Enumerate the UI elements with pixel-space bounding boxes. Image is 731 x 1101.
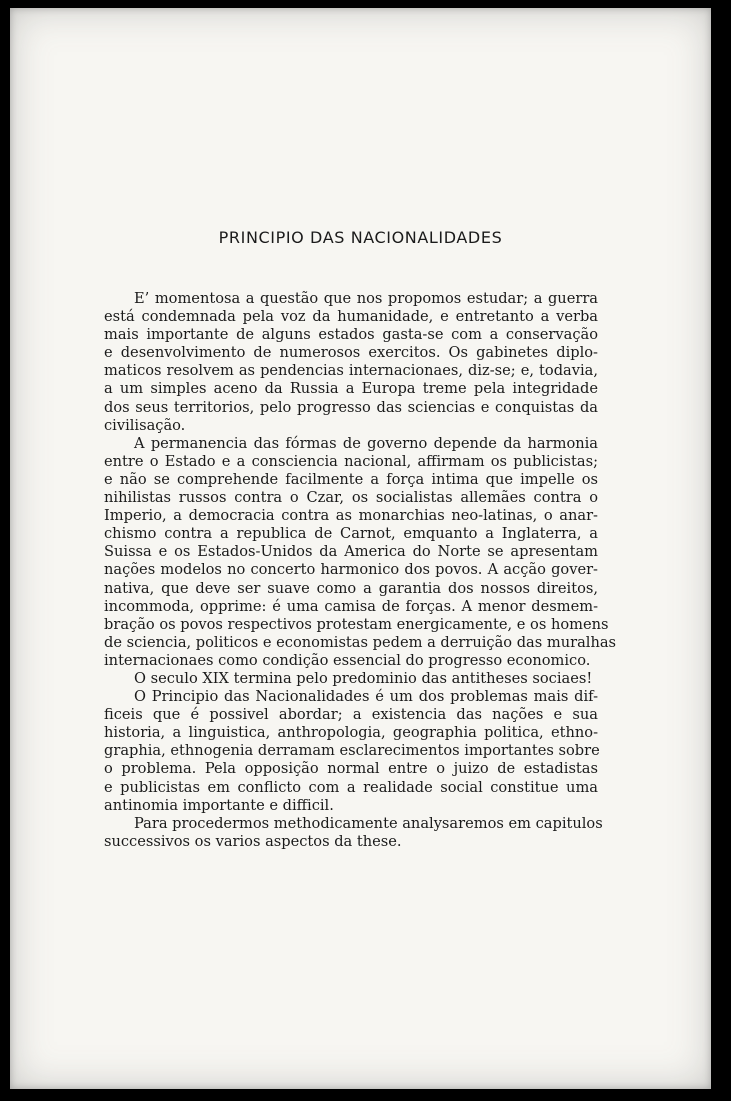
text-line: internacionaes como condição essencial do progresso economico. — [104, 651, 591, 669]
text-line: de sciencia, politicos e economistas pedem a derruição das muralhas — [104, 633, 617, 651]
text-line: nihilistas russos contra o Czar, os socialistas allemães contra o — [104, 489, 598, 507]
text-line: maticos resolvem as pendencias internacionaes, diz-se; e, todavia, — [104, 362, 598, 380]
paragraph — [104, 434, 617, 670]
text-line: a um simples aceno da Russia a Europa treme pela integridade — [104, 380, 598, 398]
body-text — [104, 290, 617, 851]
text-line: O seculo XIX termina pelo predominio das antitheses sociaes! — [134, 669, 593, 687]
text-line: E’ momentosa a questão que nos propomos estudar; a guerra — [134, 290, 598, 307]
text-line: Para procedermos methodicamente analysaremos em capitulos — [134, 814, 603, 832]
text-line: incommoda, opprime: é uma camisa de forças. A menor desmem- — [104, 597, 598, 615]
paragraph — [104, 814, 603, 851]
text-line: civilisação. — [104, 416, 186, 434]
text-line: historia, a linguistica, anthropologia, geographia politica, ethno- — [104, 724, 598, 742]
text-line: e não se comprehende facilmente a força intima que impelle os — [104, 470, 598, 488]
page-title: PRINCIPIO DAS NACIONALIDADES — [218, 228, 503, 247]
paragraph — [104, 290, 598, 435]
text-line: entre o Estado e a consciencia nacional, affirmam os publicistas; — [104, 452, 598, 470]
text-line: chismo contra a republica de Carnot, emquanto a Inglaterra, a — [104, 525, 598, 543]
text-line: antinomia importante e difficil. — [104, 796, 334, 814]
text-line: mais importante de alguns estados gasta-se com a conservação — [104, 326, 598, 344]
text-line: Imperio, a democracia contra as monarchias neo-latinas, o anar- — [104, 507, 598, 525]
text-line: graphia, ethnogenia derramam esclarecimentos importantes sobre — [104, 742, 600, 760]
text-line: A permanencia das fórmas de governo depende da harmonia — [134, 434, 598, 452]
paragraph — [104, 670, 598, 688]
text-line: e publicistas em conflicto com a realidade social constitue uma — [104, 778, 598, 796]
text-line: está condemnada pela voz da humanidade, e entretanto a verba — [104, 308, 598, 326]
text-line: successivos os varios aspectos da these. — [104, 832, 402, 850]
text-line: O Principio das Nacionalidades é um dos problemas mais dif- — [134, 688, 598, 706]
text-line: nativa, que deve ser suave como a garantia dos nossos direitos, — [104, 579, 598, 597]
text-line: dos seus territorios, pelo progresso das sciencias e conquistas da — [104, 398, 598, 416]
paragraph — [104, 688, 598, 815]
text-line: Suissa e os Estados-Unidos da America do Norte se apresentam — [104, 543, 598, 561]
text-line: e desenvolvimento de numerosos exercitos. Os gabinetes diplo- — [104, 344, 598, 362]
text-line: ficeis que é possivel abordar; a existencia das nações e sua — [104, 706, 598, 724]
book-page — [10, 8, 711, 1089]
text-line: bração os povos respectivos protestam energicamente, e os homens — [104, 615, 609, 633]
text-line: nações modelos no concerto harmonico dos povos. A acção gover- — [104, 561, 598, 579]
text-line: o problema. Pela opposição normal entre o juizo de estadistas — [104, 760, 598, 778]
